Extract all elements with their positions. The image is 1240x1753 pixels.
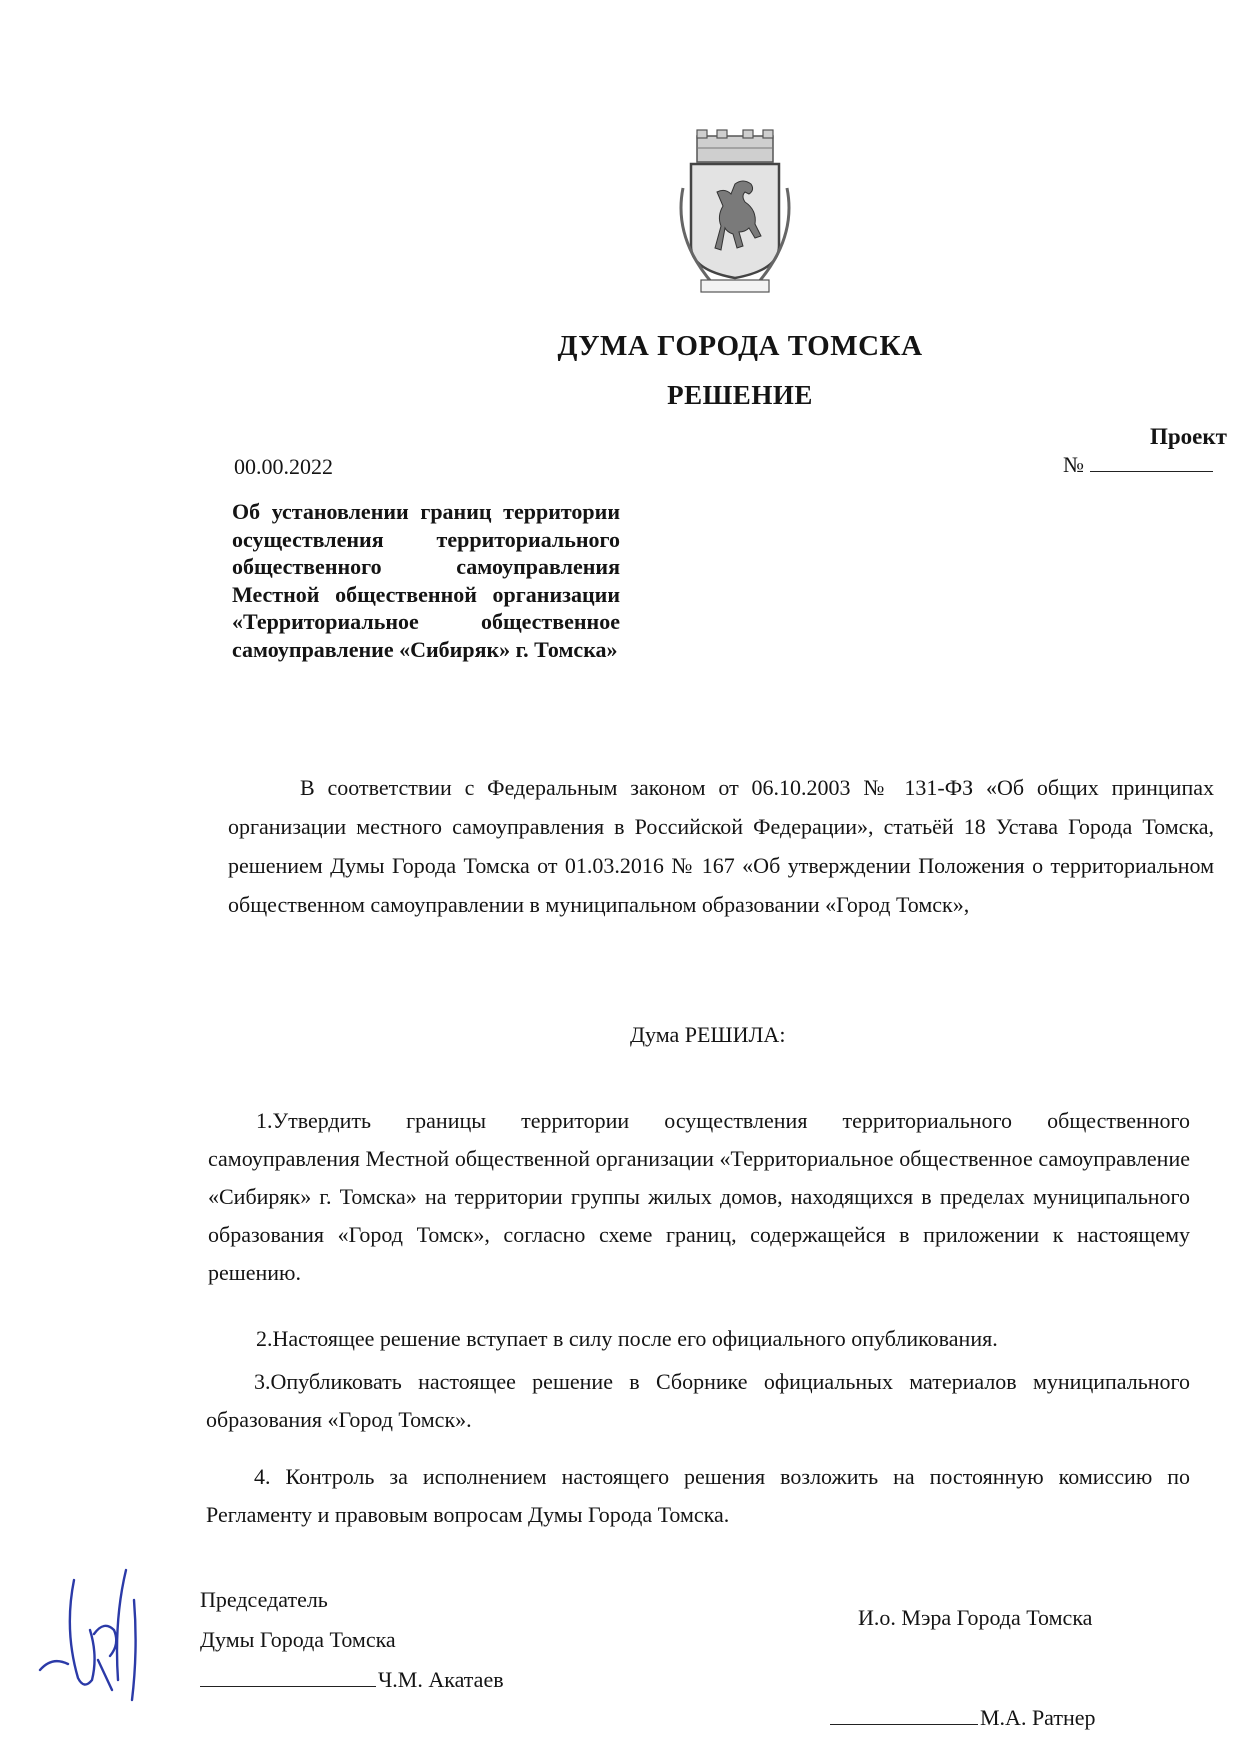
decision-item: 1.Утвердить границы территории осуществления территориального общественного самоуправления Местной общественной организации «Территориальное общественное самоуправление «Сибиряк» г. Томска» на территории группы жилых домов, находящихся в пределах муниципального образования «Город Томск», согласно схеме границ, содержащейся в приложении к настоящему решению. [208, 1108, 1190, 1285]
decision-item: 4. Контроль за исполнением настоящего решения возложить на постоянную комиссию по Регламенту и правовым вопросам Думы Города Томска. [206, 1464, 1190, 1527]
mayor-name-row [830, 1698, 1096, 1738]
signature-line [200, 1666, 376, 1687]
document-subject: Об установлении границ территории осуществления территориального общественного самоуправления Местной общественной организации «Территориальное общественное самоуправление «Сибиряк» г. Томска» [232, 499, 620, 662]
handwritten-signature-icon [34, 1560, 154, 1710]
chair-name-row [200, 1660, 504, 1700]
preamble-paragraph: В соответствии с Федеральным законом от 06.10.2003 № 131-ФЗ «Об общих принципах организации местного самоуправления в Российской Федерации», статьёй 18 Устава Города Томска, решением Думы Города Томска от 01.03.2016 № 167 «Об утверждении Положения о территориальном общественном самоуправлении в муниципальном образовании «Город Томск», [228, 775, 1214, 917]
chair-signature-block [200, 1580, 504, 1700]
city-emblem-icon [665, 128, 805, 298]
decision-item: 2.Настоящее решение вступает в силу после его официального опубликования. [256, 1326, 998, 1351]
draft-mark: Проект [1150, 424, 1227, 449]
document-date: 00.00.2022 [234, 454, 333, 479]
chair-name: Ч.М. Акатаев [378, 1667, 504, 1692]
council-title: ДУМА ГОРОДА ТОМСКА [557, 330, 923, 362]
chair-title-line-2: Думы Города Томска [200, 1627, 396, 1652]
document-type: РЕШЕНИЕ [667, 380, 813, 410]
chair-title-line-1: Председатель [200, 1587, 328, 1612]
decision-item: 3.Опубликовать настоящее решение в Сборнике официальных материалов муниципального образования «Город Томск». [206, 1369, 1190, 1432]
mayor-title: И.о. Мэра Города Томска [858, 1605, 1093, 1630]
mayor-name: М.А. Ратнер [980, 1705, 1096, 1730]
signature-line [830, 1704, 978, 1725]
resolved-heading: Дума РЕШИЛА: [630, 1022, 786, 1047]
number-label: № [1063, 452, 1084, 477]
number-blank-line [1090, 453, 1213, 472]
document-number [1063, 452, 1233, 478]
